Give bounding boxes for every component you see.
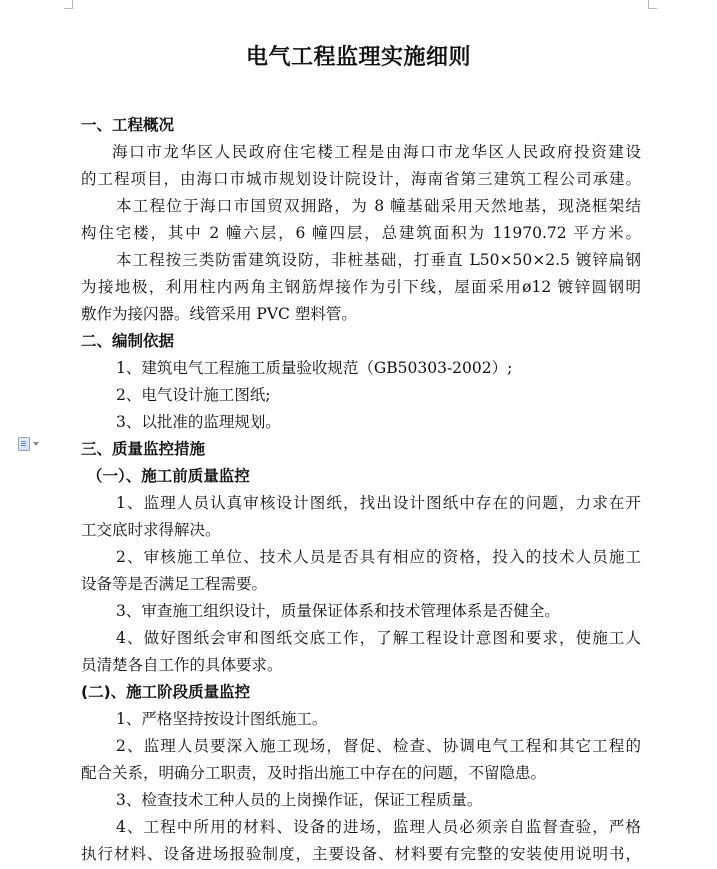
paragraph-line: 1、严格坚持按设计图纸施工。 xyxy=(116,710,328,728)
paragraph-line: 员清楚各自工作的具体要求。 xyxy=(81,656,283,674)
page-corner-mark-right xyxy=(648,0,657,9)
paragraph-line: 本工程位于海口市国贸双拥路，为 8 幢基础采用天然地基，现浇框架结 xyxy=(116,197,641,215)
paragraph-line: 配合关系，明确分工职责，及时指出施工中存在的问题，不留隐患。 xyxy=(81,764,547,782)
chevron-down-icon xyxy=(33,442,39,446)
section-heading-basis: 二、编制依据 xyxy=(81,332,175,350)
subsection-heading-pre-construction: （一）、施工前质量监控 xyxy=(87,467,250,485)
list-item: 2、电气设计施工图纸; xyxy=(116,386,271,404)
paragraph-line: 2、审核施工单位、技术人员是否具有相应的资格，投入的技术人员施工 xyxy=(116,548,641,566)
paragraph-line: 为接地极，利用柱内两角主钢筋焊接作为引下线，屋面采用ø12 镀锌圆钢明 xyxy=(81,278,641,296)
document-title: 电气工程监理实施细则 xyxy=(245,45,471,70)
document-body xyxy=(81,112,641,868)
paragraph-line: 2、监理人员要深入施工现场，督促、检查、协调电气工程和其它工程的 xyxy=(116,737,641,755)
paragraph-line: 构住宅楼，其中 2 幢六层，6 幢四层，总建筑面积为 11970.72 平方米。 xyxy=(81,224,641,242)
section-heading-quality: 三、质量监控措施 xyxy=(81,440,206,458)
paragraph-line: 工交底时求得解决。 xyxy=(81,521,221,539)
paragraph-line: 海口市龙华区人民政府住宅楼工程是由海口市龙华区人民政府投资建设 xyxy=(112,143,641,161)
document-icon xyxy=(18,437,30,451)
section-heading-overview: 一、工程概况 xyxy=(81,116,175,134)
paragraph-options-icon[interactable] xyxy=(18,437,44,451)
paragraph-line: 敷作为接闪器。线管采用 PVC 塑料管。 xyxy=(81,305,357,323)
paragraph-line: 4、工程中所用的材料、设备的进场，监理人员必须亲自监督查验，严格 xyxy=(116,818,641,836)
paragraph-line: 3、检查技术工种人员的上岗操作证，保证工程质量。 xyxy=(116,791,483,809)
paragraph-line: 3、审查施工组织设计，质量保证体系和技术管理体系是否健全。 xyxy=(116,602,560,620)
paragraph-line: 本工程按三类防雷建筑设防，非桩基础，打垂直 L50×50×2.5 镀锌扁钢 xyxy=(116,251,641,269)
list-item: 3、以批准的监理规划。 xyxy=(116,413,281,431)
paragraph-line: 1、监理人员认真审核设计图纸，找出设计图纸中存在的问题，力求在开 xyxy=(116,494,641,512)
subsection-heading-construction: (二)、施工阶段质量监控 xyxy=(81,683,251,701)
paragraph-line: 执行材料、设备进场报验制度，主要设备、材料要有完整的安装使用说明书， xyxy=(81,845,641,863)
paragraph-line: 的工程项目，由海口市城市规划设计院设计，海南省第三建筑工程公司承建。 xyxy=(81,170,641,188)
paragraph-line: 4、做好图纸会审和图纸交底工作，了解工程设计意图和要求，使施工人 xyxy=(116,629,641,647)
page-corner-mark-left xyxy=(64,0,73,9)
list-item: 1、建筑电气工程施工质量验收规范（GB50303-2002）; xyxy=(116,359,513,377)
paragraph-line: 设备等是否满足工程需要。 xyxy=(81,575,268,593)
